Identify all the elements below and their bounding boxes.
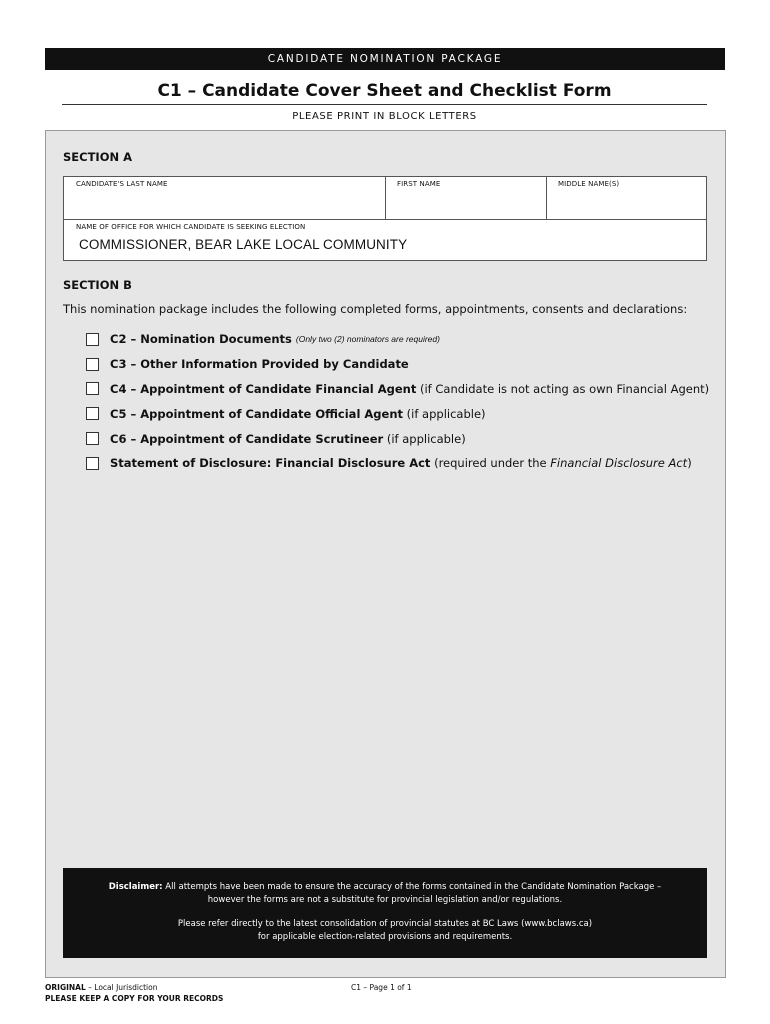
disclaimer-box [63, 868, 707, 958]
checkbox[interactable] [86, 333, 99, 346]
keep-copy-note: PLEASE KEEP A COPY FOR YOUR RECORDS [45, 994, 224, 1003]
act-name: Financial Disclosure Act [550, 456, 688, 471]
checklist-item-c4 [86, 377, 709, 402]
checkbox[interactable] [86, 382, 99, 395]
disclaimer-paragraph-1 [63, 881, 707, 907]
disclaimer-text: All attempts have been made to ensure the accuracy of the forms contained in the Candidate Nomination Package – [162, 882, 662, 892]
disclaimer-paragraph-2 [63, 918, 707, 944]
footer-jurisdiction [45, 982, 223, 1004]
checkbox[interactable] [86, 358, 99, 371]
item-qualifier: (if Candidate is not acting as own Financial Agent) [416, 381, 710, 396]
section-b-intro: This nomination package includes the following completed forms, appointments, consents and declarations: [63, 302, 688, 316]
first-name-field[interactable] [386, 177, 546, 219]
office-label: NAME OF OFFICE FOR WHICH CANDIDATE IS SEEKING ELECTION [76, 223, 306, 231]
row-divider [64, 219, 706, 220]
disclaimer-label: Disclaimer: [108, 882, 163, 892]
item-title: C6 – Appointment of Candidate Scrutineer [110, 431, 384, 446]
document-checklist [86, 327, 709, 476]
checklist-item-c2 [86, 327, 709, 352]
item-title: C4 – Appointment of Candidate Financial Agent [110, 381, 417, 396]
item-title: C5 – Appointment of Candidate Official Agent [110, 406, 404, 421]
checkbox[interactable] [86, 457, 99, 470]
item-title: C2 – Nomination Documents [110, 332, 292, 347]
checklist-item-c6 [86, 426, 709, 451]
page-number: C1 – Page 1 of 1 [351, 983, 412, 992]
checkbox[interactable] [86, 407, 99, 420]
middle-name-field[interactable] [547, 177, 706, 219]
first-name-label: FIRST NAME [397, 180, 441, 188]
last-name-field[interactable] [64, 177, 385, 219]
checklist-item-c3 [86, 352, 709, 377]
print-instruction: PLEASE PRINT IN BLOCK LETTERS [292, 111, 477, 122]
item-note: (Only two (2) nominators are required) [295, 334, 440, 345]
last-name-label: CANDIDATE'S LAST NAME [76, 180, 168, 188]
form-title: C1 – Candidate Cover Sheet and Checklist Form [157, 81, 612, 101]
item-qualifier: (if applicable) [383, 431, 466, 446]
checklist-item-disclosure [86, 451, 709, 476]
package-banner: CANDIDATE NOMINATION PACKAGE [45, 48, 725, 70]
disclaimer-text: however the forms are not a substitute for provincial legislation and/or regulations. [207, 895, 563, 905]
disclaimer-text: Please refer directly to the latest consolidation of provincial statutes at BC Laws (www.bclaws.ca) [177, 919, 593, 929]
item-title: Statement of Disclosure: Financial Disclosure Act [110, 456, 431, 471]
disclaimer-text: for applicable election-related provisions and requirements. [257, 932, 513, 942]
original-label: ORIGINAL [45, 983, 86, 992]
candidate-info-table [63, 176, 707, 261]
middle-name-label: MIDDLE NAME(S) [558, 180, 620, 188]
title-divider [62, 104, 707, 105]
item-qualifier: (required under the [430, 456, 551, 471]
item-qualifier: (if applicable) [403, 406, 486, 421]
section-b-heading: SECTION B [63, 278, 132, 292]
checklist-item-c5 [86, 401, 709, 426]
original-text: – Local Jurisdiction [85, 983, 158, 992]
section-a-heading: SECTION A [63, 150, 133, 164]
office-field[interactable]: COMMISSIONER, BEAR LAKE LOCAL COMMUNITY [79, 237, 408, 252]
item-qualifier-end: ) [687, 456, 692, 471]
checkbox[interactable] [86, 432, 99, 445]
item-title: C3 – Other Information Provided by Candidate [110, 357, 409, 372]
